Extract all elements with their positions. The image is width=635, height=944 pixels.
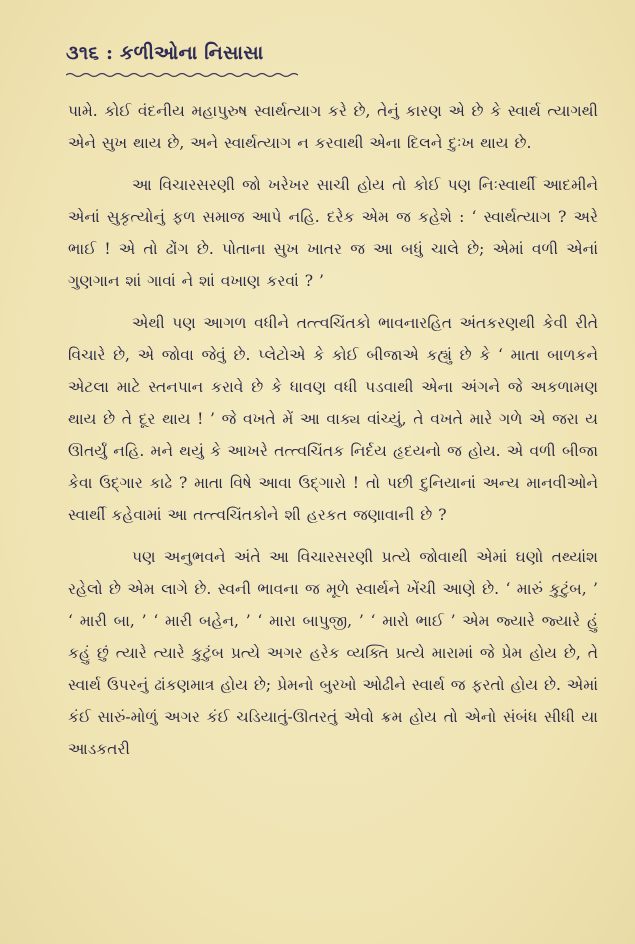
paragraph-3: એથી પણ આગળ વધીને તત્ત્વચિંતકો ભાવનારહિત અંતકરણથી કેવી રીતે વિચારે છે, એ જોવા જેવું છે. પ્લેટોએ કે કોઈ બીજાએ કહ્યું છે કે ‘ માતા બાળકને એટલા માટે સ્તનપાન કરાવે છે કે ધાવણ વધી પડવાથી એના અંગને જે અકળામણ થાય છે તે દૂર થાય ! ’ જે વખતે મેં આ વાક્ય વાંચ્યું, તે વખતે મારે ગળે એ જરા ય ઊતર્યું નહિ. મને થયું કે આખરે તત્ત્વચિંતક નિર્દય હૃદયનો જ હોય. એ વળી બીજા કેવા ઉદ્ગાર કાઢે ? માતા વિષે આવા ઉદ્ગારો ! તો પછી દુનિયાનાં અન્ય માનવીઓને સ્વાર્થી કહેવામાં આ તત્ત્વચિંતકોને શી હરકત જણાવાની છે ? bbox=[68, 314, 598, 524]
paragraph-4: પણ અનુભવને અંતે આ વિચારસરણી પ્રત્યે જોવાથી એમાં ઘણો તથ્યાંશ રહેલો છે એમ લાગે છે. સ્વની ભાવના જ મૂળે સ્વાર્થને ખેંચી આણે છે. ‘ મારું કુટુંબ, ’ ‘ મારી બા, ’ ‘ મારી બહેન, ’ ‘ મારા બાપુજી, ’ ‘ મારો ભાઈ ’ એમ જ્યારે જ્યારે હું કહું છું ત્યારે ત્યારે કુટુંબ પ્રત્યે અગર હરેક વ્યક્તિ પ્રત્યે મારામાં જે પ્રેમ હોય છે, તે સ્વાર્થ ઉપરનું ઢાંકણમાત્ર હોય છે; પ્રેમનો બુરખો ઓઢીને સ્વાર્થ જ ફરતો હોય છે. એમાં કંઈ સારું-મોળું અગર કંઈ ચડિયાતું-ઊતરતું એવો ક્રમ હોય તો એનો સંબંધ સીધી યા આડકતરી bbox=[68, 548, 598, 758]
header-wavy-underline bbox=[66, 72, 298, 78]
body-text bbox=[68, 95, 598, 775]
paragraph-1: પામે. કોઈ વંદનીય મહાપુરુષ સ્વાર્થત્યાગ કરે છે, તેનું કારણ એ છે કે સ્વાર્થ ત્યાગથી એને સુખ થાય છે, અને સ્વાર્થત્યાગ ન કરવાથી એના દિલને દુઃખ થાય છે. bbox=[68, 102, 598, 152]
header-title: ૩૧૬ : કળીઓના નિસાસા bbox=[66, 42, 264, 64]
paragraph-2: આ વિચારસરણી જો ખરેખર સાચી હોય તો કોઈ પણ નિઃસ્વાર્થી આદમીને એનાં સુકૃત્યોનું ફળ સમાજ આપે નહિ. દરેક એમ જ કહેશે : ‘ સ્વાર્થત્યાગ ? અરે ભાઈ ! એ તો ઢોંગ છે. પોતાના સુખ ખાતર જ આ બધું ચાલે છે; એમાં વળી એનાં ગુણગાન શાં ગાવાં ને શાં વખાણ કરવાં ? ’ bbox=[68, 176, 598, 290]
page-header bbox=[66, 42, 586, 82]
